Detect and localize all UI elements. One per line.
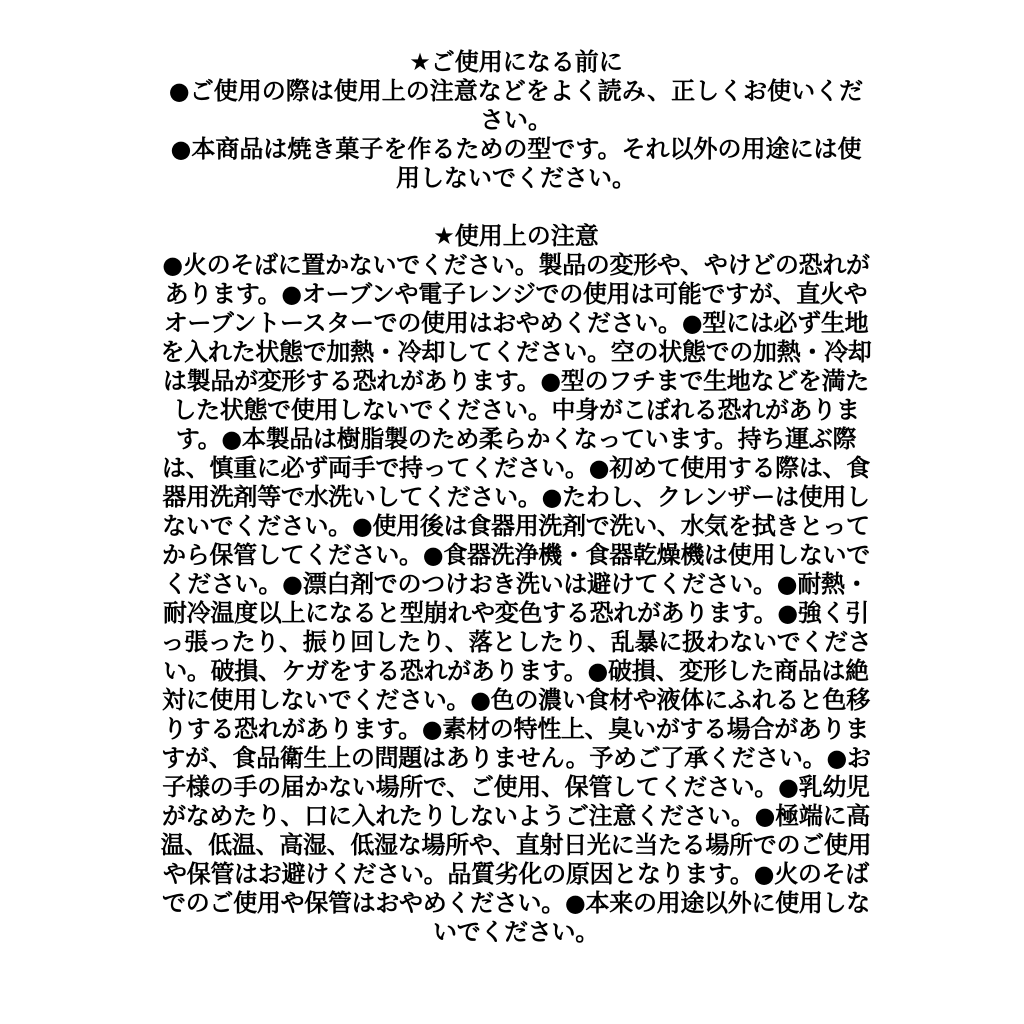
before-use-paragraph-intended-use: ●本商品は焼き菓子を作るための型です。それ以外の用途には使用しないでください。 — [170, 135, 862, 192]
before-use-paragraph-read-instructions: ●ご使用の際は使用上の注意などをよく読み、正しくお使いください。 — [168, 77, 864, 134]
before-use-section — [160, 48, 872, 193]
usage-precautions-body: ●火のそばに置かないでください。製品の変形や、やけどの恐れがあります。●オーブンや電子レンジでの使用は可能ですが、直火やオーブントースターでの使用はおやめください。●型には必ず生地を入れた状態で加熱・冷却してください。空の状態での加熱・冷却は製品が変形する恐れがあります。●型のフチまで生地などを満たした状態で使用しないでください。中身がこぼれる恐れがあります。●本製品は樹脂製のため柔らかくなっています。持ち運ぶ際は、慎重に必ず両手で持ってください。●初めて使用する際は、食器用洗剤等で水洗いしてください。●たわし、クレンザーは使用しないでください。●使用後は食器用洗剤で洗い、水気を拭きとってから保管してください。●食器洗浄機・食器乾燥機は使用しないでください。●漂白剤でのつけおき洗いは避けてください。●耐熱・耐冷温度以上になると型崩れや変色する恐れがあります。●強く引っ張ったり、振り回したり、落としたり、乱暴に扱わないでください。破損、ケガをする恐れがあります。●破損、変形した商品は絶対に使用しないでください。●色の濃い食材や液体にふれると色移りする恐れがあります。●素材の特性上、臭いがする場合がありますが、食品衛生上の問題はありません。予めご了承ください。●お子様の手の届かない場所で、ご使用、保管してください。●乳幼児がなめたり、口に入れたりしないようご注意ください。●極端に高温、低温、高湿、低湿な場所や、直射日光に当たる場所でのご使用や保管はお避けください。品質劣化の原因となります。●火のそばでのご使用や保管はおやめください。●本来の用途以外に使用しないでください。 — [160, 251, 872, 946]
usage-precautions-heading: ★使用上の注意 — [433, 222, 599, 250]
instruction-document — [160, 48, 872, 947]
usage-precautions-section — [160, 222, 872, 947]
before-use-heading: ★ご使用になる前に — [409, 48, 623, 76]
